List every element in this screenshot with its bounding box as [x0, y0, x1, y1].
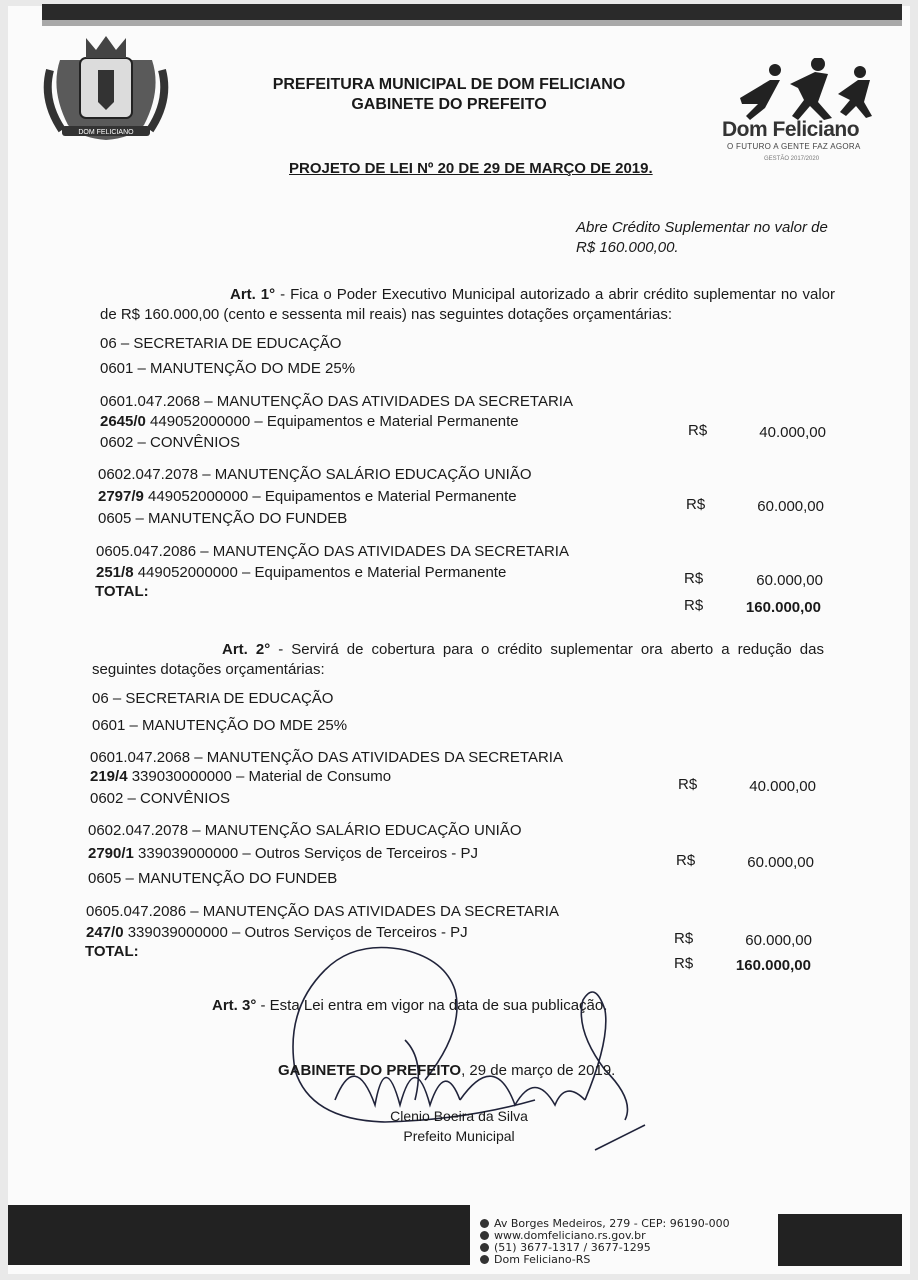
logo-name: Dom Feliciano	[722, 118, 860, 141]
art2-amount-1: 40.000,00	[749, 778, 816, 795]
art1-desc-1: 449052000000 – Equipamentos e Material Permanente	[145, 413, 519, 430]
art1-total-amount: 160.000,00	[745, 599, 821, 616]
art1-program-3: 0605.047.2086 – MANUTENÇÃO DAS ATIVIDADES DA SECRETARIA	[96, 543, 569, 560]
art2-unit-3: 0605 – MANUTENÇÃO DO FUNDEB	[88, 870, 338, 887]
footer-website: www.domfeliciano.rs.gov.br	[494, 1229, 646, 1242]
art1-amount-1: 40.000,00	[759, 424, 826, 441]
art2-currency-1: R$	[678, 776, 698, 793]
art2-desc-3: 339039000000 – Outros Serviços de Terceiros - PJ	[123, 924, 468, 941]
art2-line-2	[88, 845, 478, 862]
closing-line	[278, 1062, 615, 1079]
art2-program-2: 0602.047.2078 – MANUTENÇÃO SALÁRIO EDUCAÇÃO UNIÃO	[88, 822, 522, 839]
art1-text: - Fica o Poder Executivo Municipal autorizado a abrir crédito suplementar no valor de R$ 160.000,00 (cento e sessenta mil reais) nas seguintes dotações orçamentárias:	[100, 286, 836, 323]
art2-unit-2: 0602 – CONVÊNIOS	[90, 790, 231, 807]
law-title: PROJETO DE LEI Nº 20 DE 29 DE MARÇO DE 2019.	[289, 160, 653, 177]
footer-city: Dom Feliciano-RS	[494, 1253, 591, 1266]
art3-text: - Esta Lei entra em vigor na data de sua publicação.	[256, 997, 608, 1014]
art2-amount-3: 60.000,00	[745, 932, 812, 949]
art2-paragraph	[92, 640, 824, 680]
footer-contact	[480, 1218, 730, 1266]
art2-unit-1: 0601 – MANUTENÇÃO DO MDE 25%	[92, 717, 348, 734]
footer-address: Av Borges Medeiros, 279 - CEP: 96190-000	[494, 1217, 730, 1230]
location-icon	[480, 1219, 489, 1228]
art2-code-3: 247/0	[86, 924, 124, 941]
art2-total-label: TOTAL:	[85, 943, 139, 960]
art2-section: 06 – SECRETARIA DE EDUCAÇÃO	[92, 690, 334, 707]
signer-role: Prefeito Municipal	[403, 1128, 515, 1144]
logo-slogan: O FUTURO A GENTE FAZ AGORA	[727, 142, 861, 151]
art1-currency-2: R$	[686, 496, 706, 513]
art2-program-1: 0601.047.2068 – MANUTENÇÃO DAS ATIVIDADES DA SECRETARIA	[90, 749, 563, 766]
art1-unit-2: 0602 – CONVÊNIOS	[100, 434, 241, 451]
crest-label: DOM FELICIANO	[78, 129, 134, 136]
art1-amount-3: 60.000,00	[756, 572, 823, 589]
dom-feliciano-logo-icon	[720, 58, 895, 168]
art2-total-currency: R$	[674, 955, 694, 972]
art1-code-2: 2797/9	[98, 488, 144, 505]
art1-desc-3: 449052000000 – Equipamentos e Material Permanente	[133, 564, 507, 581]
globe-icon	[480, 1231, 489, 1240]
art1-section: 06 – SECRETARIA DE EDUCAÇÃO	[100, 335, 342, 352]
art1-paragraph	[100, 285, 835, 325]
art2-code-2: 2790/1	[88, 845, 134, 862]
art1-label: Art. 1°	[230, 286, 276, 303]
art2-text: - Servirá de cobertura para o crédito suplementar ora aberto a redução das seguintes dotações orçamentárias:	[92, 641, 824, 678]
footer-city-line	[480, 1254, 730, 1266]
closing-date: , 29 de março de 2019.	[461, 1062, 616, 1079]
top-scan-bar	[42, 4, 902, 20]
phone-icon	[480, 1243, 489, 1252]
footer-phone: (51) 3677-1317 / 3677-1295	[494, 1241, 651, 1254]
art3-label: Art. 3°	[212, 997, 257, 1014]
art2-desc-1: 339030000000 – Material de Consumo	[127, 768, 392, 785]
footer-dark-block	[778, 1214, 902, 1266]
art1-code-3: 251/8	[96, 564, 134, 581]
art2-total-amount: 160.000,00	[735, 957, 811, 974]
logo-gestao: GESTÃO 2017/2020	[764, 156, 820, 162]
closing-office: GABINETE DO PREFEITO	[278, 1062, 462, 1079]
page-subtitle: GABINETE DO PREFEITO	[351, 96, 547, 113]
art1-unit-3: 0605 – MANUTENÇÃO DO FUNDEB	[98, 510, 348, 527]
art1-code-1: 2645/0	[100, 413, 146, 430]
art1-program-2: 0602.047.2078 – MANUTENÇÃO SALÁRIO EDUCAÇÃO UNIÃO	[98, 466, 532, 483]
art2-line-1	[90, 768, 391, 785]
art2-label: Art. 2°	[222, 641, 271, 658]
art1-program-1: 0601.047.2068 – MANUTENÇÃO DAS ATIVIDADES DA SECRETARIA	[100, 393, 573, 410]
art2-amount-2: 60.000,00	[747, 854, 814, 871]
art2-code-1: 219/4	[90, 768, 128, 785]
art1-currency-3: R$	[684, 570, 704, 587]
art1-total-currency: R$	[684, 597, 704, 614]
footer-dark-band	[8, 1205, 470, 1265]
law-abstract: Abre Crédito Suplementar no valor de R$ 160.000,00.	[576, 219, 828, 256]
art2-desc-2: 339039000000 – Outros Serviços de Terceiros - PJ	[133, 845, 478, 862]
art1-line-2	[98, 488, 517, 505]
art2-program-3: 0605.047.2086 – MANUTENÇÃO DAS ATIVIDADES DA SECRETARIA	[86, 903, 559, 920]
art1-desc-2: 449052000000 – Equipamentos e Material Permanente	[143, 488, 517, 505]
art1-currency-1: R$	[688, 422, 708, 439]
top-scan-shadow	[42, 20, 902, 26]
art1-unit-1: 0601 – MANUTENÇÃO DO MDE 25%	[100, 360, 356, 377]
art2-currency-3: R$	[674, 930, 694, 947]
page-title: PREFEITURA MUNICIPAL DE DOM FELICIANO	[272, 76, 626, 93]
signer-name: Clenio Boeira da Silva	[390, 1108, 528, 1124]
pin-icon	[480, 1255, 489, 1264]
art1-amount-2: 60.000,00	[757, 498, 824, 515]
art1-total-label: TOTAL:	[95, 583, 149, 600]
art2-currency-2: R$	[676, 852, 696, 869]
art1-line-1	[100, 413, 519, 430]
art1-line-3	[96, 564, 506, 581]
